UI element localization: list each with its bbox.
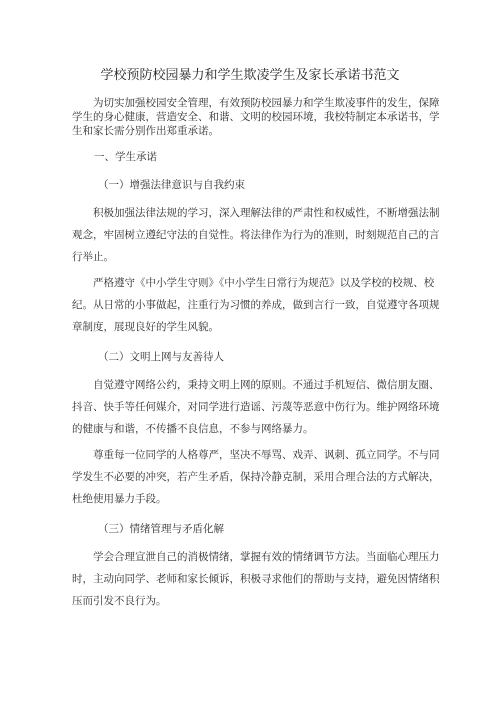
- subsection-heading-civil-internet: （二）文明上网与友善待人: [98, 351, 224, 363]
- document-title: 学校预防校园暴力和学生欺凌学生及家长承诺书范文: [100, 68, 400, 83]
- paragraph-school-rules: 严格遵守《中小学生守则》《中小学生日常行为规范》以及学校的校规、校纪。从日常的小事做起，注重行为习惯的养成，做到言行一致，自觉遵守各项规章制度，展现良好的学生风貌。: [72, 277, 440, 333]
- section-heading-student-pledge: 一、学生承诺: [94, 151, 157, 163]
- paragraph-law-study: 积极加强法律法规的学习，深入理解法律的严肃性和权威性，不断增强法制观念，牢固树立遵纪守法的自觉性。将法律作为行为的准则，时刻规范自己的言行举止。: [72, 207, 440, 263]
- paragraph-respect-classmates: 尊重每一位同学的人格尊严，坚决不辱骂、戏弄、讽刺、孤立同学。不与同学发生不必要的冲突，若产生矛盾，保持冷静克制，采用合理合法的方式解决，杜绝使用暴力手段。: [72, 449, 440, 505]
- subsection-heading-emotion-management: （三）情绪管理与矛盾化解: [98, 523, 224, 535]
- subsection-heading-law-awareness: （一）增强法律意识与自我约束: [98, 179, 245, 191]
- paragraph-emotion-regulation: 学会合理宣泄自己的消极情绪，掌握有效的情绪调节方法。当面临心理压力时，主动向同学、老师和家长倾诉，积极寻求他们的帮助与支持，避免因情绪积压而引发不良行为。: [72, 551, 440, 607]
- paragraph-internet-conduct: 自觉遵守网络公约，秉持文明上网的原则。不通过手机短信、微信朋友圈、抖音、快手等任何媒介，对同学进行造谣、污蔑等恶意中伤行为。维护网络环境的健康与和谐，不传播不良信息，不参与网络暴力。: [72, 379, 440, 435]
- intro-paragraph: 为切实加强校园安全管理，有效预防校园暴力和学生欺凌事件的发生，保障学生的身心健康，营造安全、和谐、文明的校园环境，我校特制定本承诺书，学生和家长需分别作出郑重承诺。: [72, 97, 440, 137]
